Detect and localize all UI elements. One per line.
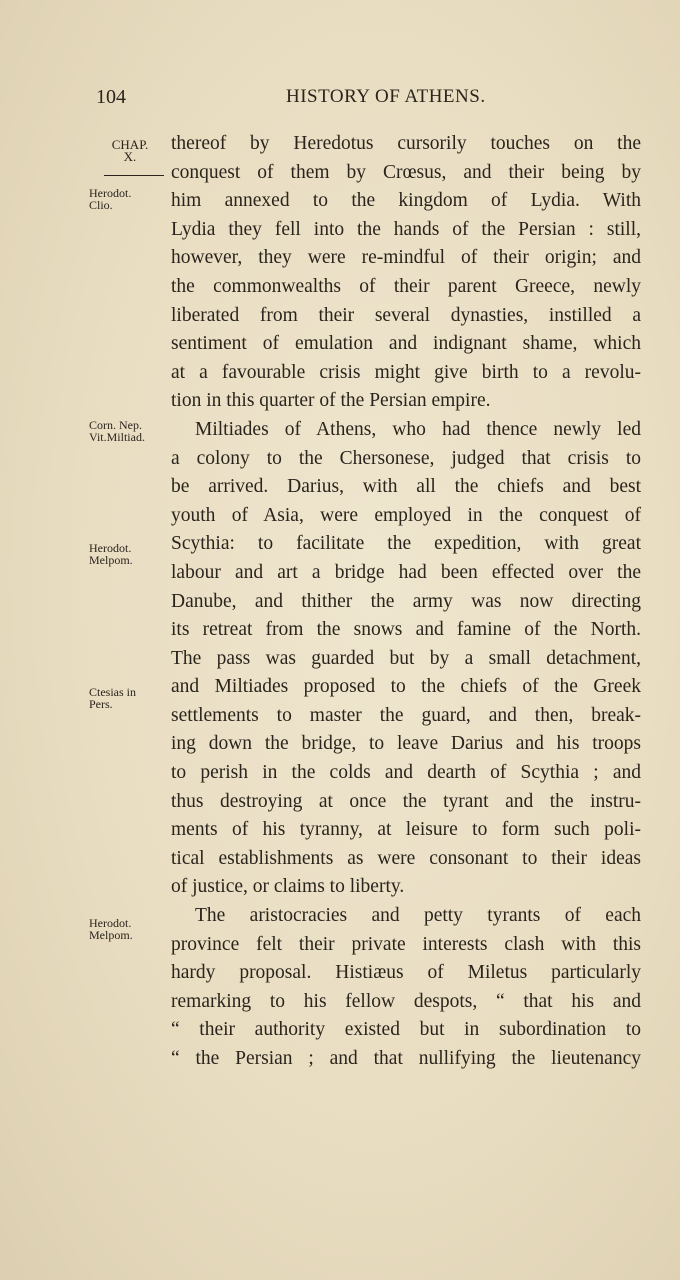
text-line: thus destroying at once the tyrant and the instru- [171,790,641,812]
text-line: at a favourable crisis might give birth to a revolu- [171,361,641,383]
margin-note-line: Herodot. [89,541,132,555]
margin-note [89,686,136,710]
text-line: ing down the bridge, to leave Darius and his troops [171,733,641,755]
margin-note-line: Corn. Nep. [89,418,142,432]
text-line: the commonwealths of their parent Greece, newly [171,275,641,297]
text-line: its retreat from the snows and famine of the North. [171,619,641,641]
margin-note-line: Herodot. [89,186,132,200]
page-header [96,86,641,114]
margin-note [89,542,133,566]
margin-note-line: Clio. [89,198,113,212]
text-line: a colony to the Chersonese, judged that crisis to [171,447,641,469]
text-line: “ the Persian ; and that nullifying the lieutenancy [171,1048,641,1069]
text-line: province felt their private interests clash with this [171,933,641,955]
margin-note-line: Ctesias in [89,685,136,699]
text-line: Miltiades of Athens, who had thence newly led [195,418,641,440]
text-line: remarking to his fellow despots, “ that his and [171,990,641,1012]
margin-note [89,419,145,443]
margin-note-line: Melpom. [89,553,133,567]
text-line: Danube, and thither the army was now directing [171,590,641,612]
text-line: settlements to master the guard, and then, break- [171,704,641,726]
running-title: HISTORY OF ATHENS. [286,86,486,107]
text-line: to perish in the colds and dearth of Scythia ; and [171,762,641,784]
text-line: and Miltiades proposed to the chiefs of the Greek [171,676,641,698]
text-line: Lydia they fell into the hands of the Persian : still, [171,218,641,240]
page-number: 104 [96,86,126,108]
text-line: be arrived. Darius, with all the chiefs and best [171,476,641,498]
margin-note-line: Vit.Miltiad. [89,430,145,444]
text-line: thereof by Heredotus cursorily touches on the [171,133,641,154]
text-line: however, they were re-mindful of their origin; and [171,247,641,269]
text-line: of justice, or claims to liberty. [171,876,405,898]
margin-note [89,917,133,941]
text-line: youth of Asia, were employed in the conquest of [171,504,641,526]
text-line: “ their authority existed but in subordination to [171,1019,641,1041]
chapter-rule [104,175,164,176]
chapter-label: CHAP. [111,137,149,152]
margin-note-line: Herodot. [89,916,132,930]
text-line: labour and art a bridge had been effected over the [171,561,641,583]
text-line: tion in this quarter of the Persian empire. [171,390,491,412]
text-line: The pass was guarded but by a small detachment, [171,647,641,669]
text-line: tical establishments as were consonant to their ideas [171,847,641,869]
text-line: sentiment of emulation and indignant shame, which [171,333,641,355]
text-line: The aristocracies and petty tyrants of each [195,905,641,927]
text-line: conquest of them by Crœsus, and their being by [171,161,641,183]
margin-note [89,187,131,211]
text-line: Scythia: to facilitate the expedition, with great [171,533,641,555]
body-text [171,130,641,1074]
chapter-number: X. [123,149,137,164]
text-line: hardy proposal. Histiæus of Miletus particularly [171,962,641,984]
margin-note-line: Pers. [89,697,113,711]
text-line: liberated from their several dynasties, instilled a [171,304,641,326]
margin-note-line: Melpom. [89,928,133,942]
chapter-mark [104,139,156,163]
text-line: ments of his tyranny, at leisure to form such poli- [171,819,641,841]
text-line: him annexed to the kingdom of Lydia. With [171,190,641,212]
